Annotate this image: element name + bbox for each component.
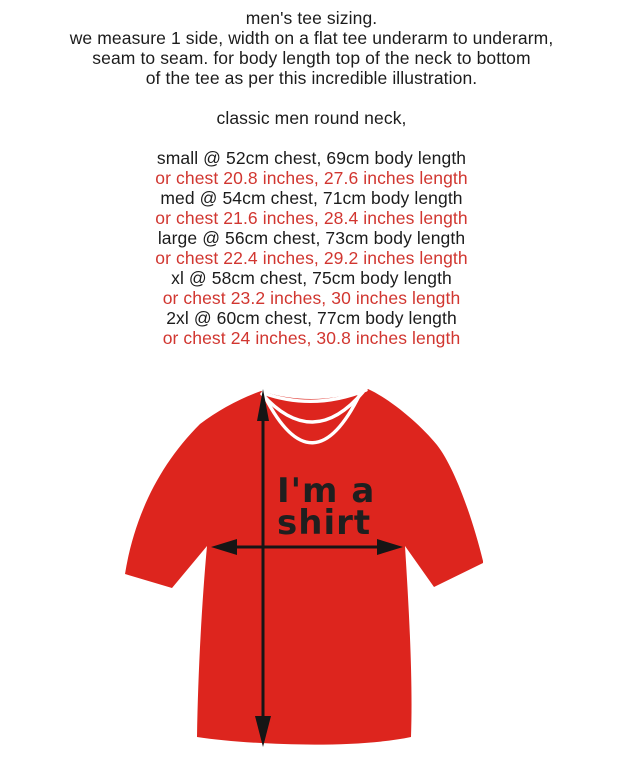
size-line-cm: med @ 54cm chest, 71cm body length — [160, 188, 463, 208]
size-line-inches: or chest 23.2 inches, 30 inches length — [162, 288, 461, 308]
spacer — [0, 88, 623, 108]
tshirt-graphic — [90, 378, 530, 758]
size-line-cm: small @ 52cm chest, 69cm body length — [156, 148, 467, 168]
size-line-inches: or chest 20.8 inches, 27.6 inches length — [155, 168, 468, 188]
heading-line: seam to seam. for body length top of the neck to bottom — [92, 48, 531, 68]
spacer — [0, 128, 623, 148]
heading-line: we measure 1 side, width on a flat tee underarm to underarm, — [69, 28, 554, 48]
size-line-cm: 2xl @ 60cm chest, 77cm body length — [166, 308, 457, 328]
shirt-label-line2: shirt — [277, 503, 372, 543]
subtitle: classic men round neck, — [216, 108, 407, 128]
tshirt-illustration — [90, 378, 530, 758]
size-line-inches: or chest 24 inches, 30.8 inches length — [162, 328, 461, 348]
size-line-cm: large @ 56cm chest, 73cm body length — [157, 228, 466, 248]
size-line-inches: or chest 21.6 inches, 28.4 inches length — [155, 208, 468, 228]
sizing-copy — [0, 8, 623, 348]
heading-line: men's tee sizing. — [245, 8, 378, 28]
heading-line: of the tee as per this incredible illustration. — [145, 68, 478, 88]
size-line-cm: xl @ 58cm chest, 75cm body length — [171, 268, 452, 288]
size-line-inches: or chest 22.4 inches, 29.2 inches length — [155, 248, 468, 268]
shirt-label-line1: I'm a — [277, 471, 376, 511]
